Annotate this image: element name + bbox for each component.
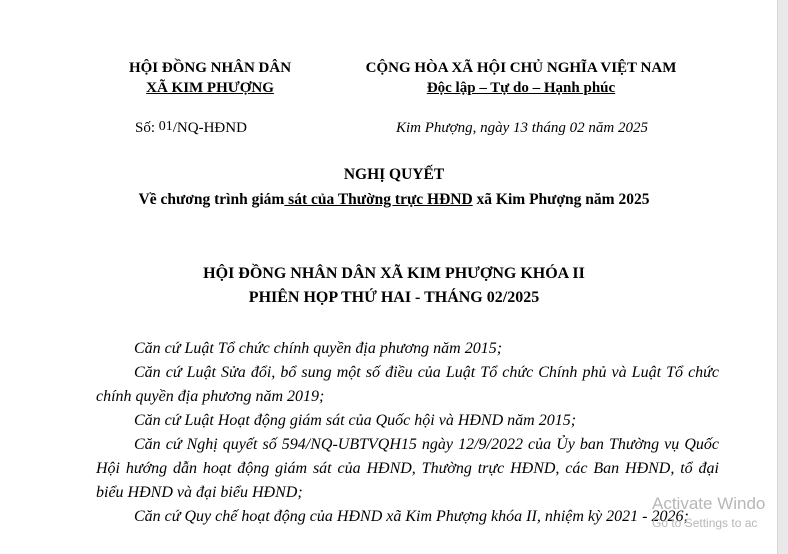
national-motto [330, 58, 712, 98]
legal-basis-item: Căn cứ Luật Sửa đổi, bổ sung một số điều của Luật Tổ chức Chính phủ và Luật Tổ chức chính quyền địa phương năm 2019; [96, 364, 719, 405]
legal-basis-item: Căn cứ Quy chế hoạt động của HĐND xã Kim Phượng khóa II, nhiệm kỳ 2021 - 2026; [134, 508, 689, 525]
doc-number-prefix: Số: [135, 120, 156, 136]
authority-line2 [100, 78, 320, 98]
watermark-subtitle: Go to Settings to ac [652, 516, 758, 530]
doc-number-value: 01 [158, 119, 173, 134]
place-and-date: Kim Phượng, ngày 13 tháng 02 năm 2025 [396, 120, 649, 136]
motto-line [330, 78, 712, 98]
authority-line1: HỘI ĐỒNG NHÂN DÂN [128, 60, 292, 76]
nation-name: CỘNG HÒA XÃ HỘI CHỦ NGHĨA VIỆT NAM [365, 60, 677, 76]
doc-number-suffix: /NQ-HĐND [172, 120, 247, 136]
legal-basis-item: Căn cứ Nghị quyết số 594/NQ-UBTVQH15 ngày 12/9/2022 của Ủy ban Thường vụ Quốc Hội hướng dẫn hoạt động giám sát của HĐND, Thường trực HĐND, các Ban HĐND, tổ đại biểu HĐND và đại biểu HĐND; [96, 436, 719, 501]
legal-basis-item: Căn cứ Luật Hoạt động giám sát của Quốc hội và HĐND năm 2015; [134, 412, 577, 429]
legal-basis-item: Căn cứ Luật Tổ chức chính quyền địa phương năm 2015; [134, 340, 503, 357]
document-number [135, 120, 247, 137]
watermark-title: Activate Windo [652, 494, 766, 513]
subject-part1: Về chương trình giám [138, 191, 285, 208]
motto-text: Độc lập – Tự do – Hạnh phúc [426, 80, 616, 96]
subject-part2: sát của Thường trực HĐND [284, 191, 473, 208]
scrollbar[interactable] [777, 0, 788, 554]
document-subject [0, 191, 788, 209]
legal-bases [96, 337, 719, 529]
council-name: HỘI ĐỒNG NHÂN DÂN XÃ KIM PHƯỢNG KHÓA II [203, 265, 585, 282]
subject-part3: xã Kim Phượng năm 2025 [472, 191, 650, 208]
activation-watermark [652, 494, 765, 530]
authority-name: XÃ KIM PHƯỢNG [146, 80, 274, 96]
document-type: NGHỊ QUYẾT [343, 166, 445, 183]
issuing-authority [100, 58, 320, 98]
session-name: PHIÊN HỌP THỨ HAI - THÁNG 02/2025 [248, 289, 540, 306]
